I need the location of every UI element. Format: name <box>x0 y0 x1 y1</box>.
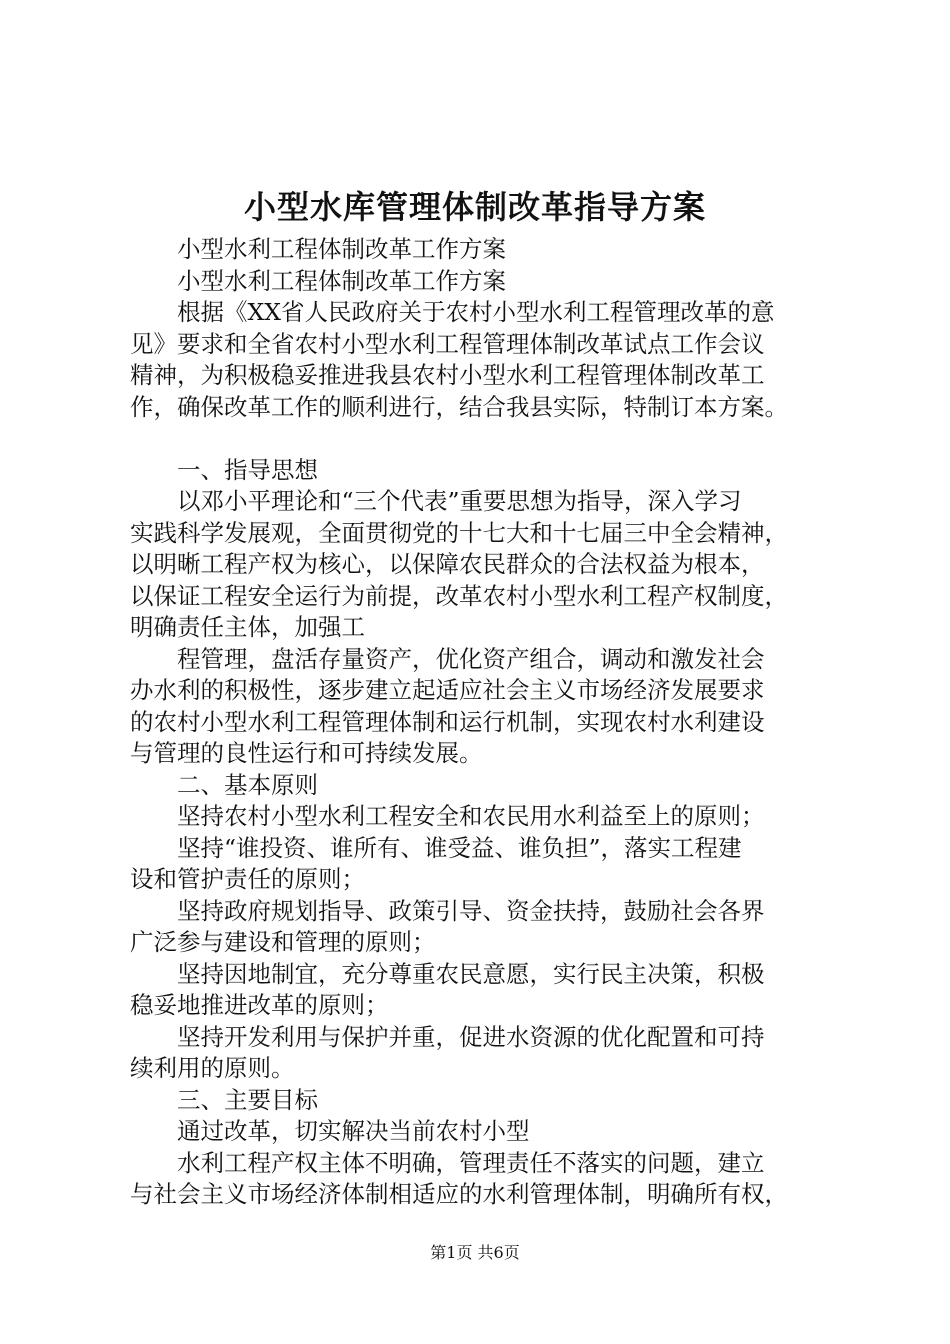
section-heading: 三、主要目标 <box>177 1085 318 1114</box>
body-line: 设和管护责任的原则； <box>130 865 365 893</box>
section-heading: 一、指导思想 <box>177 455 318 484</box>
section-heading: 二、基本原则 <box>177 770 318 799</box>
body-line: 以明晰工程产权为核心，以保障农民群众的合法权益为根本， <box>130 550 765 578</box>
body-line: 坚持农村小型水利工程安全和农民用水利益至上的原则； <box>177 802 765 830</box>
body-line: 稳妥地推进改革的原则； <box>130 991 389 1019</box>
body-line: 与管理的良性运行和可持续发展。 <box>130 739 483 767</box>
body-line: 坚持政府规划指导、政策引导、资金扶持，鼓励社会各界 <box>177 896 765 925</box>
body-line: 通过改革，切实解决当前农村小型 <box>177 1117 530 1145</box>
page-number: 第1页 共6页 <box>430 1243 520 1262</box>
body-line: 根据《XX省人民政府关于农村小型水利工程管理改革的意 <box>177 298 775 326</box>
body-line: 小型水利工程体制改革工作方案 <box>177 235 506 263</box>
body-line: 作，确保改革工作的顺利进行，结合我县实际，特制订本方案。 <box>130 392 788 421</box>
document-body <box>130 234 842 1211</box>
body-line: 坚持“谁投资、谁所有、谁受益、谁负担”，落实工程建 <box>177 833 742 862</box>
body-line: 实践科学发展观，全面贯彻党的十七大和十七届三中全会精神， <box>130 518 788 547</box>
body-line: 明确责任主体，加强工 <box>130 613 365 641</box>
body-line: 与社会主义市场经济体制相适应的水利管理体制，明确所有权， <box>130 1180 788 1208</box>
body-line: 程管理，盘活存量资产，优化资产组合，调动和激发社会 <box>177 644 765 673</box>
body-line: 精神，为积极稳妥推进我县农村小型水利工程管理体制改革工 <box>130 361 765 389</box>
body-line: 的农村小型水利工程管理体制和运行机制，实现农村水利建设 <box>130 707 765 736</box>
body-line: 小型水利工程体制改革工作方案 <box>177 266 506 295</box>
blank-line <box>130 423 842 455</box>
body-line: 以保证工程安全运行为前提，改革农村小型水利工程产权制度， <box>130 581 788 610</box>
body-line: 坚持因地制宜，充分尊重农民意愿，实行民主决策，积极 <box>177 959 765 988</box>
body-line: 广泛参与建设和管理的原则； <box>130 928 436 956</box>
body-line: 见》要求和全省农村小型水利工程管理体制改革试点工作会议 <box>130 329 765 358</box>
body-line: 续利用的原则。 <box>130 1054 295 1082</box>
body-line: 坚持开发利用与保护并重，促进水资源的优化配置和可持 <box>177 1022 765 1051</box>
document-title: 小型水库管理体制改革指导方案 <box>243 188 706 226</box>
body-line: 以邓小平理论和“三个代表”重要思想为指导，深入学习 <box>177 487 742 515</box>
body-line: 办水利的积极性，逐步建立起适应社会主义市场经济发展要求 <box>130 676 765 704</box>
body-line: 水利工程产权主体不明确，管理责任不落实的问题，建立 <box>177 1148 765 1177</box>
